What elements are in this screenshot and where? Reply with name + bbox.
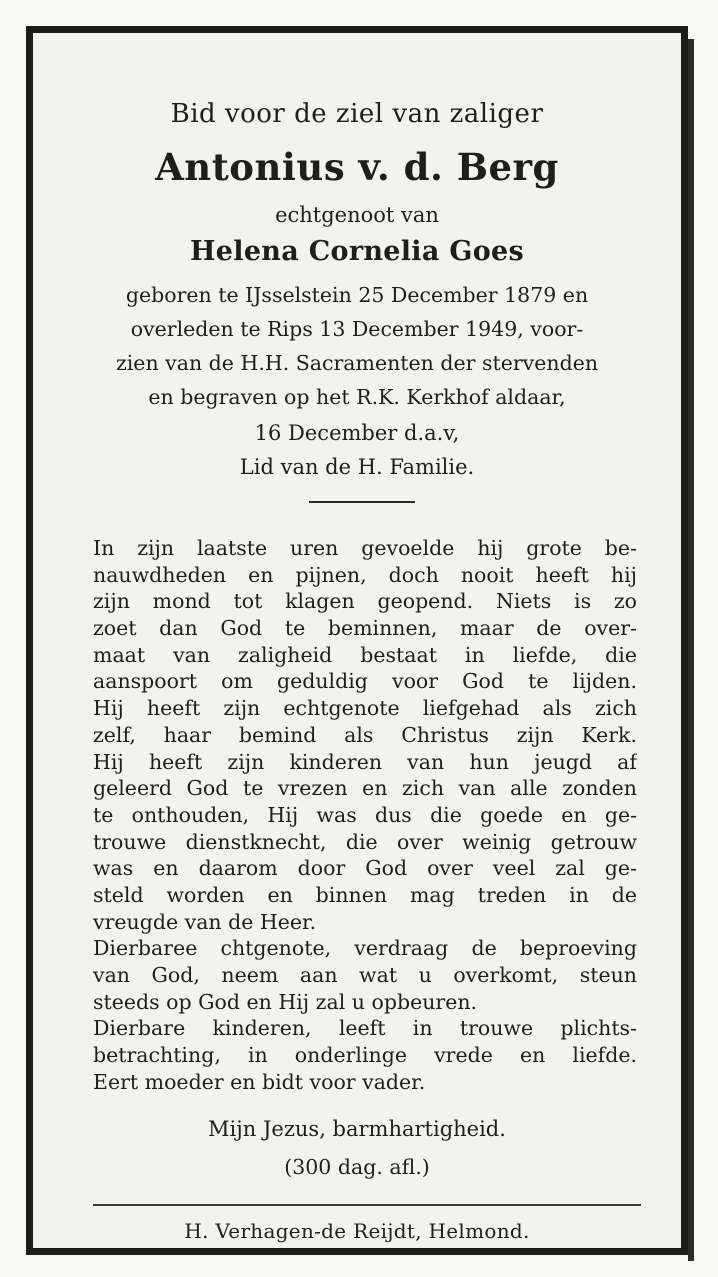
burial-date-line: 16 December d.a.v,	[254, 421, 460, 445]
memorial-text-line: te onthouden, Hij was dus die goede en ge-	[93, 802, 637, 827]
death-line: overleden te Rips 13 December 1949, voor-	[130, 317, 584, 341]
memorial-text-line: steld worden en binnen mag treden in de	[93, 882, 637, 907]
membership-line: Lid van de H. Familie.	[239, 455, 475, 479]
spouse-intro: echtgenoot van	[275, 203, 439, 227]
card-heading: Bid voor de ziel van zaliger	[170, 99, 544, 129]
memorial-text-line: van God, neem aan wat u overkomt, steun	[93, 963, 637, 987]
memorial-text-line: vreugde van de Heer.	[93, 909, 317, 934]
burial-line: en begraven op het R.K. Kerkhof aldaar,	[148, 385, 566, 409]
memorial-text-line: zijn mond tot klagen geopend. Niets is zo	[93, 589, 637, 614]
divider-short	[309, 501, 415, 503]
sacraments-line: zien van de H.H. Sacramenten der stervenden	[115, 351, 599, 375]
memorial-text-line: geleerd God te vrezen en zich van alle zonden	[93, 776, 637, 801]
printer-credit: H. Verhagen-de Reijdt, Helmond.	[184, 1219, 530, 1243]
memorial-text-line: zoet dan God te beminnen, maar de over-	[93, 616, 637, 641]
memorial-card	[26, 26, 688, 1255]
memorial-text-line: trouwe dienstknecht, die over weinig getrouw	[93, 829, 637, 854]
memorial-text-line: Dierbare kinderen, leeft in trouwe plichts-	[93, 1016, 637, 1041]
memorial-text-line: maat van zaligheid bestaat in liefde, die	[93, 642, 637, 667]
memorial-text-line: was en daarom door God over veel zal ge-	[93, 856, 637, 881]
memorial-text-line: In zijn laatste uren gevoelde hij grote be-	[93, 536, 637, 560]
memorial-text-line: zelf, haar bemind als Christus zijn Kerk.	[93, 722, 637, 747]
memorial-text-line: aanspoort om geduldig voor God te lijden.	[93, 669, 637, 694]
divider-long	[93, 1204, 641, 1206]
birth-line: geboren te IJsselstein 25 December 1879 en	[125, 283, 589, 307]
memorial-text-line: Dierbaree chtgenote, verdraag de beproeving	[93, 936, 637, 961]
memorial-text-line: Eert moeder en bidt voor vader.	[93, 1069, 426, 1094]
memorial-text	[93, 535, 637, 1095]
indulgence-line: (300 dag. afl.)	[284, 1155, 430, 1179]
prayer-line: Mijn Jezus, barmhartigheid.	[208, 1117, 506, 1141]
memorial-text-line: Hij heeft zijn echtgenote liefgehad als zich	[93, 696, 637, 721]
deceased-name: Antonius v. d. Berg	[155, 145, 559, 189]
spouse-name: Helena Cornelia Goes	[189, 236, 525, 267]
memorial-text-line: steeds op God en Hij zal u opbeuren.	[93, 989, 478, 1014]
memorial-text-line: Hij heeft zijn kinderen van hun jeugd af	[93, 749, 637, 774]
memorial-text-line: betrachting, in onderlinge vrede en liefde.	[93, 1043, 637, 1068]
memorial-text-line: nauwdheden en pijnen, doch nooit heeft hij	[93, 562, 637, 587]
